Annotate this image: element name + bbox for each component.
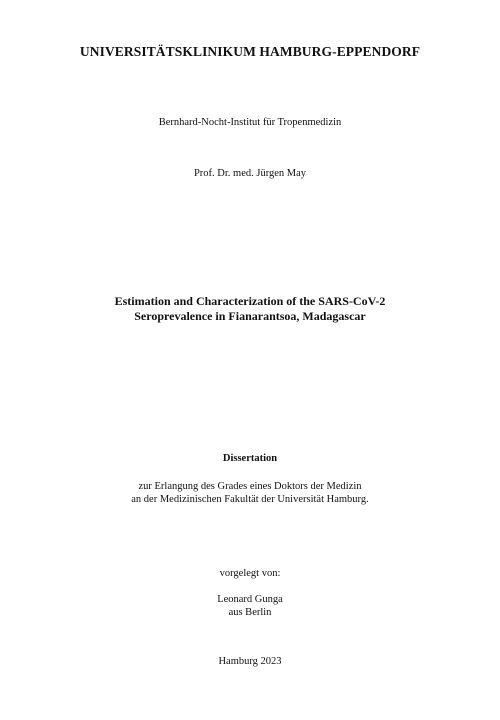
purpose-line-1: zur Erlangung des Grades eines Doktors der Medizin (138, 481, 362, 492)
supervisor-name: Prof. Dr. med. Jürgen May (193, 168, 307, 179)
author-name: Leonard Gunga (217, 594, 283, 605)
dissertation-title (0, 294, 500, 324)
document-type: Dissertation (222, 453, 278, 464)
purpose-line-2: an der Medizinischen Fakultät der Universität Hamburg. (131, 494, 369, 505)
title-line-1: Estimation and Characterization of the SARS-CoV-2 (114, 294, 386, 308)
degree-purpose (0, 480, 500, 506)
author-block (0, 593, 500, 619)
place-and-year: Hamburg 2023 (218, 656, 282, 667)
university-name: UNIVERSITÄTSKLINIKUM HAMBURG-EPPENDORF (79, 44, 421, 59)
institute-name: Bernhard-Nocht-Institut für Tropenmedizin (158, 117, 342, 128)
submitted-by-label: vorgelegt von: (219, 568, 281, 579)
title-line-2: Seroprevalence in Fianarantsoa, Madagascar (134, 309, 366, 323)
author-origin: aus Berlin (228, 607, 272, 618)
